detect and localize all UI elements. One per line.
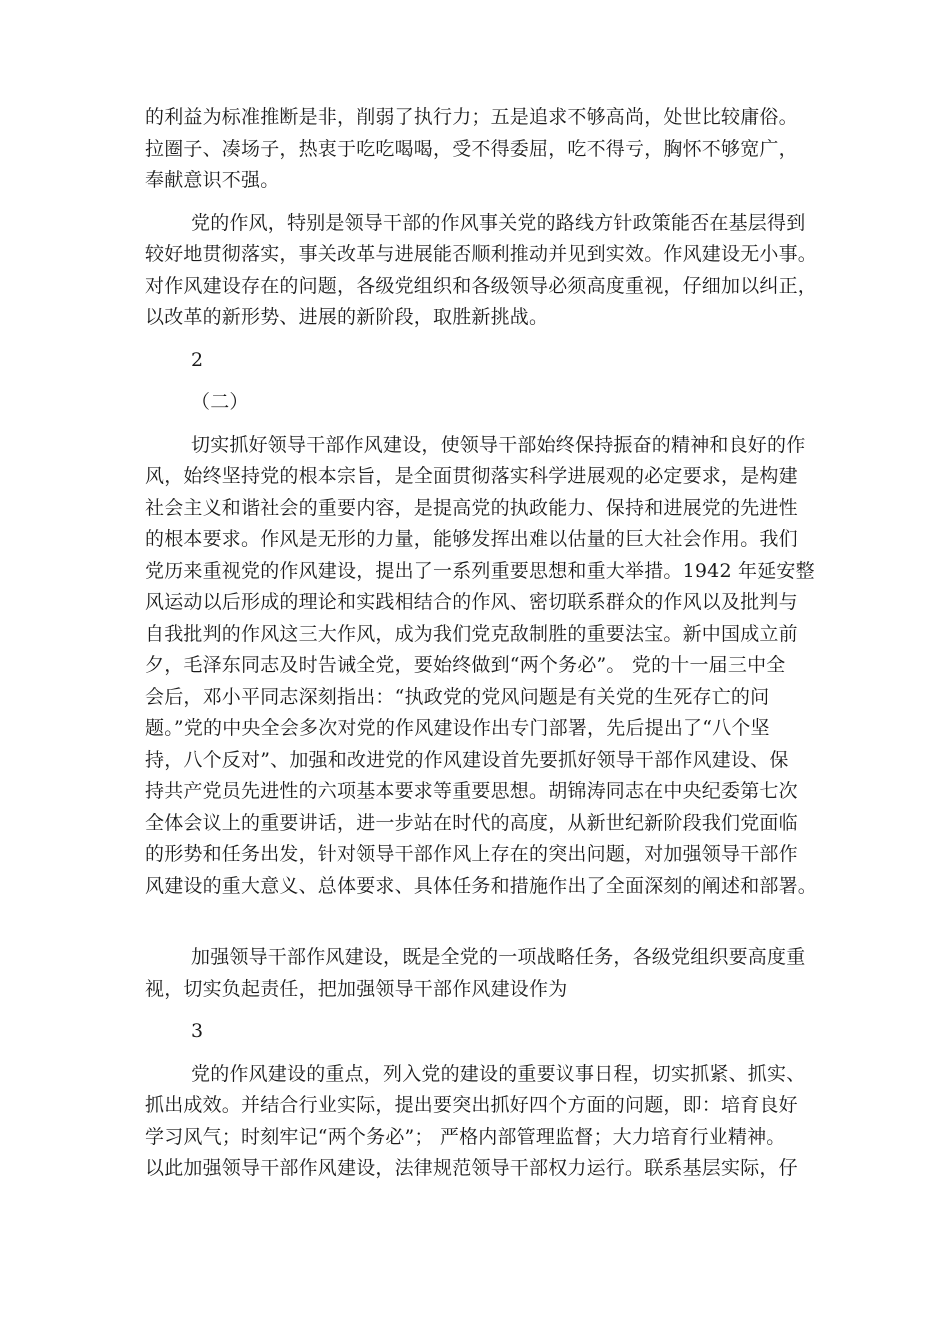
- text-line: 自我批判的作风这三大作风，成为我们党克敌制胜的重要法宝。新中国成立前: [145, 622, 798, 645]
- text-line: 较好地贯彻落实，事关改革与进展能否顺利推动并见到实效。作风建设无小事。: [145, 243, 818, 265]
- paragraph-4: [145, 942, 815, 1005]
- paragraph-1: [145, 102, 815, 197]
- text-line: 夕，毛泽东同志及时告诫全党，要始终做到“两个务必”。 党的十一届三中全: [145, 654, 786, 676]
- section-heading-text: （二）: [191, 391, 249, 413]
- text-line: 党历来重视党的作风建设，提出了一系列重要思想和重大举措。1942 年延安整: [145, 559, 815, 582]
- text-line: 拉圈子、凑场子，热衷于吃吃喝喝，受不得委屈，吃不得亏，胸怀不够宽广，: [145, 137, 798, 160]
- paragraph-5: [145, 1059, 815, 1185]
- text-line: 风运动以后形成的理论和实践相结合的作风、密切联系群众的作风以及批判与: [145, 591, 798, 613]
- paragraph-3: [145, 430, 818, 903]
- text-line: 风建设的重大意义、总体要求、具体任务和措施作出了全面深刻的阐述和部署。: [145, 874, 818, 897]
- text-line: 抓出成效。并结合行业实际，提出要突出抓好四个方面的问题，即：培育良好: [145, 1094, 798, 1116]
- text-line: 的根本要求。作风是无形的力量，能够发挥出难以估量的巨大社会作用。我们: [145, 528, 798, 550]
- text-line: 加强领导干部作风建设，既是全党的一项战略任务，各级党组织要高度重: [191, 946, 806, 968]
- page-number: [145, 345, 815, 377]
- text-line: 奉献意识不强。: [145, 169, 280, 191]
- page-number: [145, 1016, 815, 1048]
- paragraph-2: [145, 208, 818, 334]
- text-line: 题。”党的中央全会多次对党的作风建设作出专门部署，先后提出了“八个坚: [145, 717, 770, 739]
- text-line: 以改革的新形势、进展的新阶段，取胜新挑战。: [145, 306, 549, 328]
- text-line: 社会主义和谐社会的重要内容，是提高党的执政能力、保持和进展党的先进性: [145, 496, 798, 519]
- text-line: 持，八个反对”、加强和改进党的作风建设首先要抓好领导干部作风建设、保: [145, 748, 789, 771]
- text-line: 的利益为标准推断是非，削弱了执行力；五是追求不够高尚，处世比较庸俗。: [145, 106, 798, 128]
- section-heading: [145, 387, 815, 419]
- text-line: 党的作风，特别是领导干部的作风事关党的路线方针政策能否在基层得到: [191, 211, 806, 234]
- text-line: 持共产党员先进性的六项基本要求等重要思想。胡锦涛同志在中央纪委第七次: [145, 780, 798, 802]
- text-line: 全体会议上的重要讲话，进一步站在时代的高度，从新世纪新阶段我们党面临: [145, 811, 798, 834]
- page-number-text: 2: [191, 348, 204, 371]
- text-line: 会后，邓小平同志深刻指出：“执政党的党风问题是有关党的生死存亡的问: [145, 685, 770, 708]
- document-page: [145, 102, 818, 1185]
- text-line: 学习风气；时刻牢记“两个务必”； 严格内部管理监督；大力培育行业精神。: [145, 1125, 786, 1148]
- text-line: 党的作风建设的重点，列入党的建设的重要议事日程，切实抓紧、抓实、: [191, 1062, 806, 1085]
- page-number-text: 3: [191, 1020, 204, 1042]
- text-line: 视，切实负起责任，把加强领导干部作风建设作为: [145, 977, 568, 1000]
- text-line: 的形势和任务出发，针对领导干部作风上存在的突出问题，对加强领导干部作: [145, 843, 798, 865]
- text-line: 对作风建设存在的问题，各级党组织和各级领导必须高度重视，仔细加以纠正，: [145, 274, 818, 297]
- text-line: 以此加强领导干部作风建设，法律规范领导干部权力运行。联系基层实际，仔: [145, 1157, 798, 1179]
- text-line: 风，始终坚持党的根本宗旨，是全面贯彻落实科学进展观的必定要求，是构建: [145, 465, 798, 487]
- text-line: 切实抓好领导干部作风建设，使领导干部始终保持振奋的精神和良好的作: [191, 433, 806, 456]
